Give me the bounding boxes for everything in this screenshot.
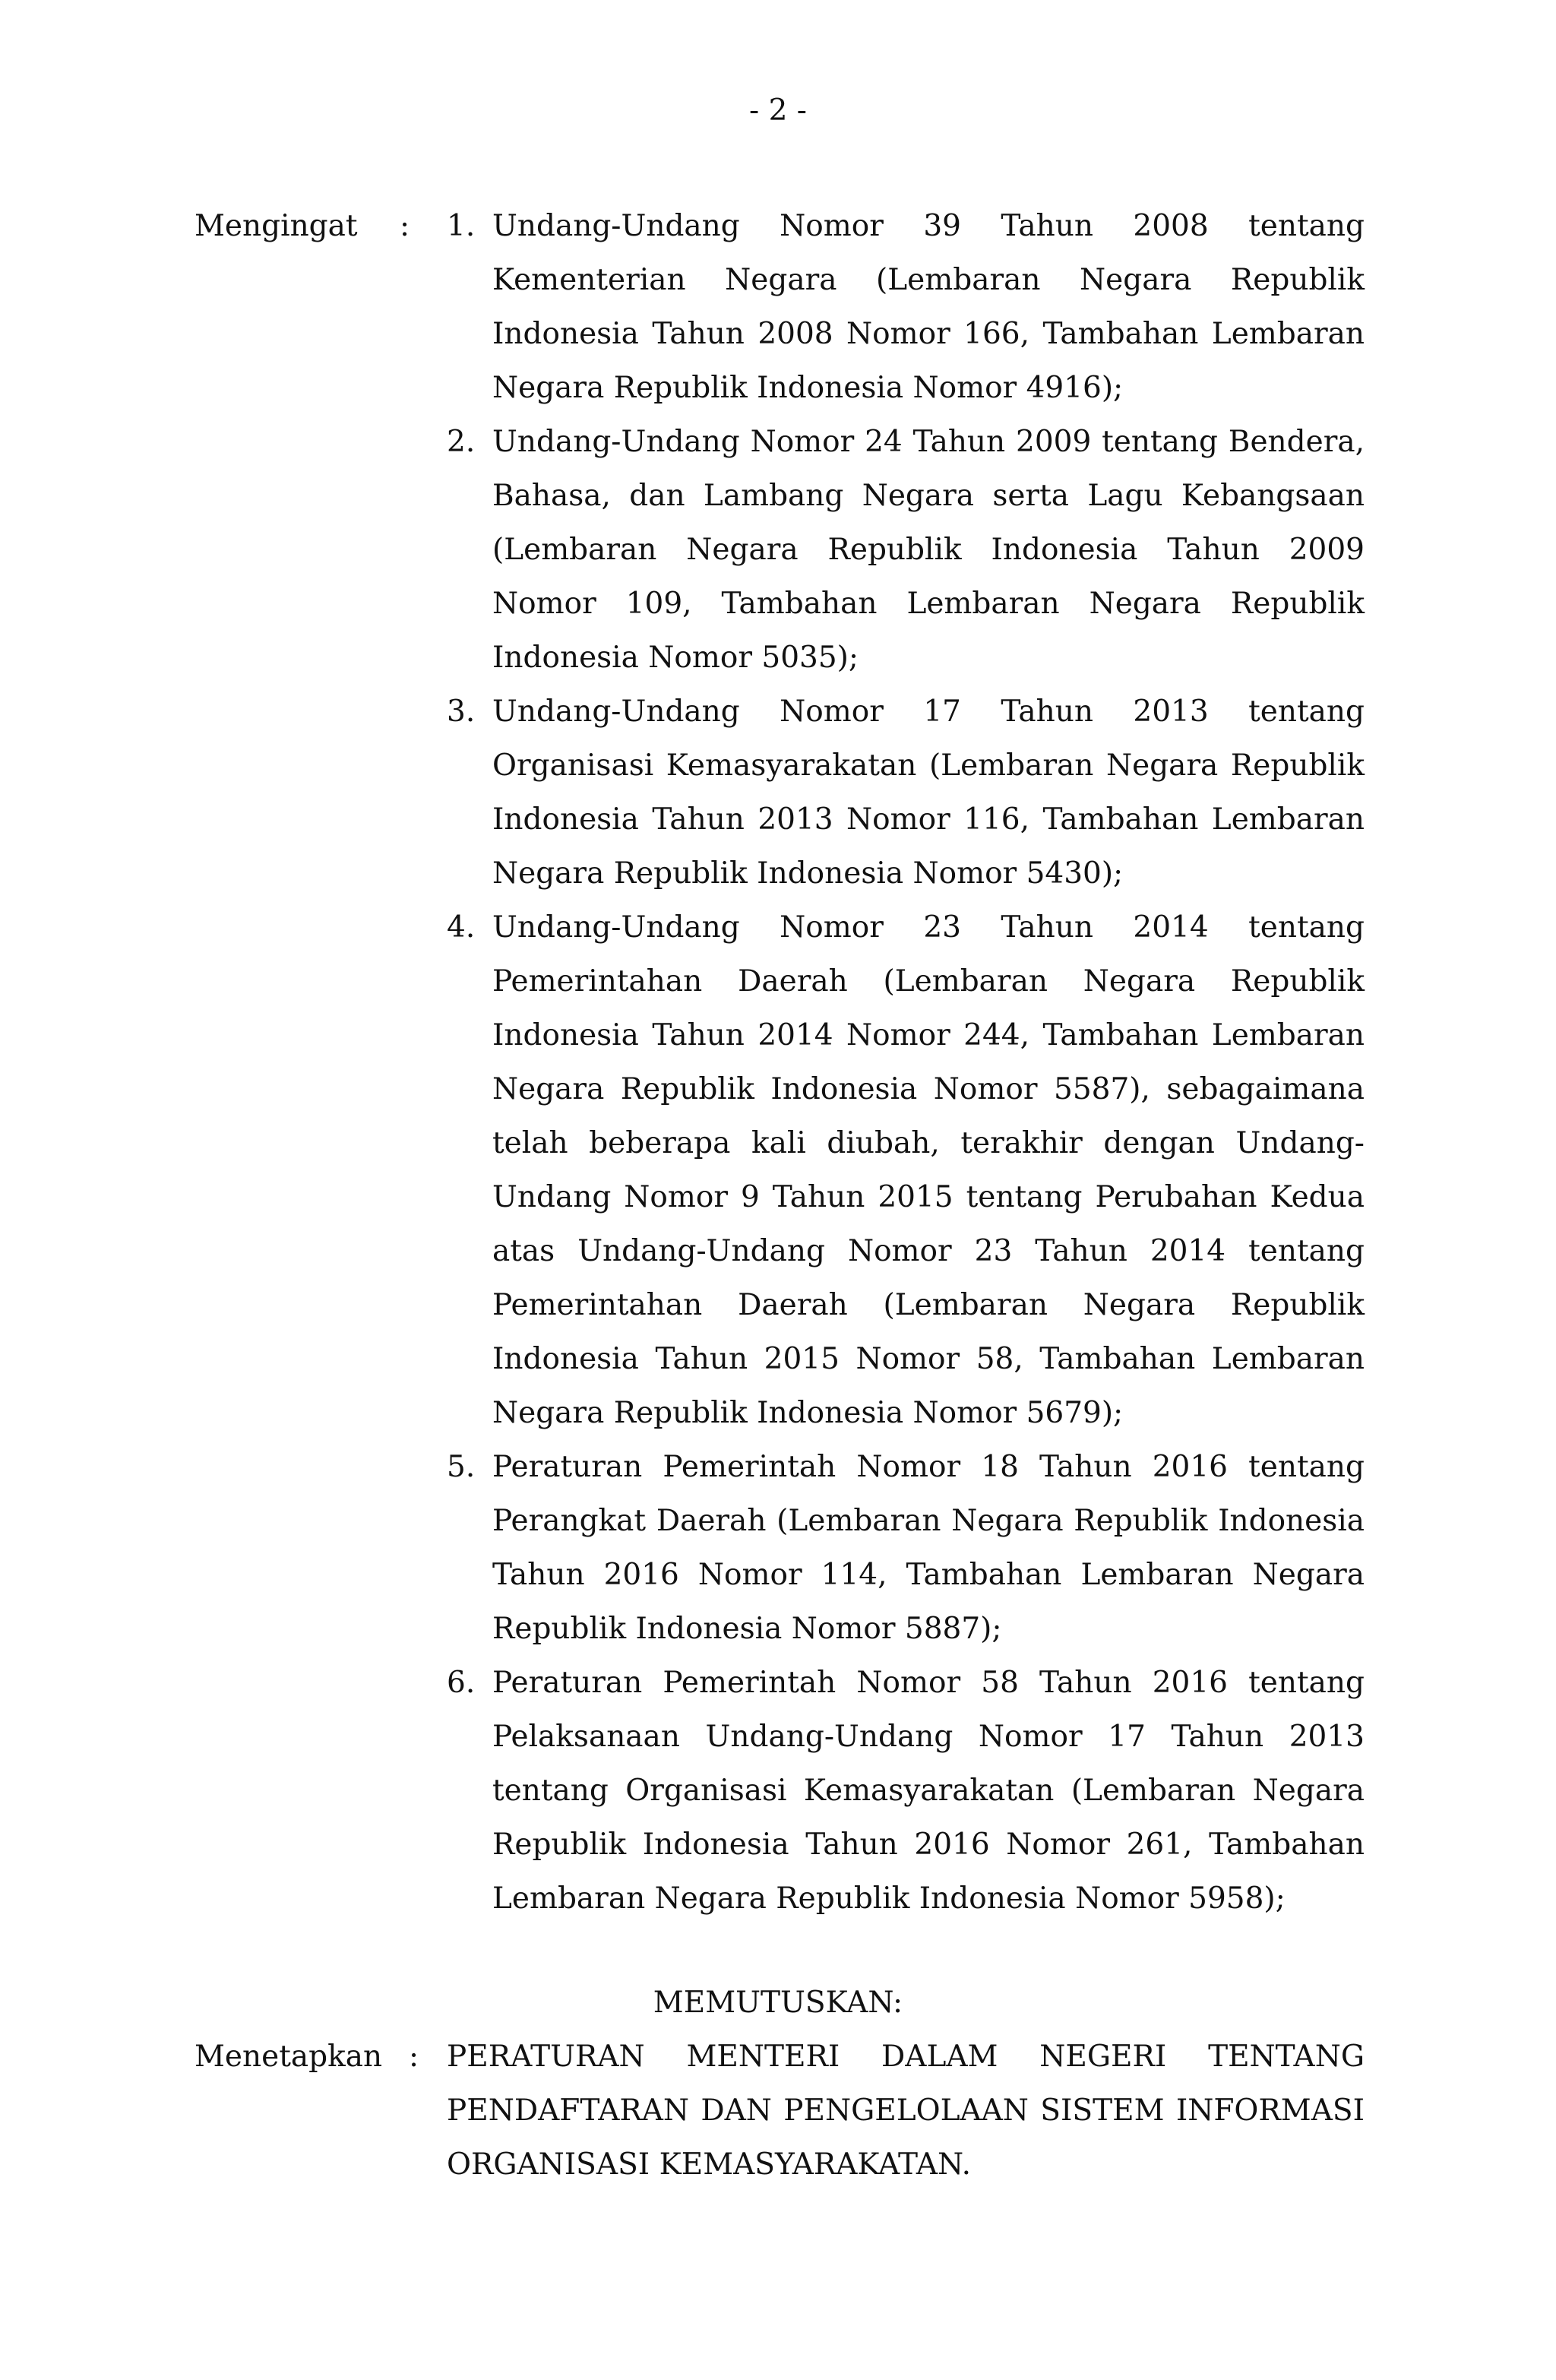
mengingat-colon: :: [400, 209, 410, 243]
menetapkan-text: PERATURAN MENTERI DALAM NEGERI TENTANG PENDAFTARAN DAN PENGELOLAAN SISTEM INFORMASI ORGANISASI KEMASYARAKATAN.: [447, 2040, 1365, 2182]
list-item-number: 4.: [447, 910, 476, 945]
mengingat-label: Mengingat: [194, 209, 358, 243]
menetapkan-colon: :: [409, 2040, 419, 2074]
page-number: - 2 -: [749, 93, 807, 128]
list-item-number: 1.: [447, 209, 476, 243]
list-item-text: Peraturan Pemerintah Nomor 58 Tahun 2016 tentang Pelaksanaan Undang-Undang Nomor 17 Tahun 2013 tentang Organisasi Kemasyarakatan (Lembaran Negara Republik Indonesia Tahun 2016 Nomor 261, Tambahan Lembaran Negara Republik Indonesia Nomor 5958);: [492, 1666, 1365, 1916]
list-item-number: 2.: [447, 425, 476, 459]
list-item: [441, 1440, 1365, 1656]
list-item: [441, 685, 1365, 900]
list-item-number: 6.: [447, 1666, 476, 1700]
list-item: [441, 1656, 1365, 1926]
list-item-text: Undang-Undang Nomor 23 Tahun 2014 tentang Pemerintahan Daerah (Lembaran Negara Republik Indonesia Tahun 2014 Nomor 244, Tambahan Lembaran Negara Republik Indonesia Nomor 5587), sebagaimana telah beberapa kali diubah, terakhir dengan Undang-Undang Nomor 9 Tahun 2015 tentang Perubahan Kedua atas Undang-Undang Nomor 23 Tahun 2014 tentang Pemerintahan Daerah (Lembaran Negara Republik Indonesia Tahun 2015 Nomor 58, Tambahan Lembaran Negara Republik Indonesia Nomor 5679);: [492, 910, 1365, 1430]
list-item-number: 3.: [447, 695, 476, 729]
list-item-text: Undang-Undang Nomor 39 Tahun 2008 tentang Kementerian Negara (Lembaran Negara Republik Indonesia Tahun 2008 Nomor 166, Tambahan Lembaran Negara Republik Indonesia Nomor 4916);: [492, 209, 1365, 405]
list-item: [441, 415, 1365, 685]
list-item-text: Undang-Undang Nomor 17 Tahun 2013 tentang Organisasi Kemasyarakatan (Lembaran Negara Republik Indonesia Tahun 2013 Nomor 116, Tambahan Lembaran Negara Republik Indonesia Nomor 5430);: [492, 695, 1365, 891]
list-item: [441, 199, 1365, 415]
mengingat-list: [441, 199, 1365, 1926]
list-item-text: Peraturan Pemerintah Nomor 18 Tahun 2016 tentang Perangkat Daerah (Lembaran Negara Republik Indonesia Tahun 2016 Nomor 114, Tambahan Lembaran Negara Republik Indonesia Nomor 5887);: [492, 1450, 1365, 1646]
list-item-number: 5.: [447, 1450, 476, 1484]
list-item-text: Undang-Undang Nomor 24 Tahun 2009 tentang Bendera, Bahasa, dan Lambang Negara serta Lagu Kebangsaan (Lembaran Negara Republik Indonesia Tahun 2009 Nomor 109, Tambahan Lembaran Negara Republik Indonesia Nomor 5035);: [492, 425, 1365, 675]
list-item: [441, 900, 1365, 1440]
memutuskan-heading: MEMUTUSKAN:: [653, 1986, 903, 2020]
menetapkan-label: Menetapkan: [194, 2040, 383, 2074]
